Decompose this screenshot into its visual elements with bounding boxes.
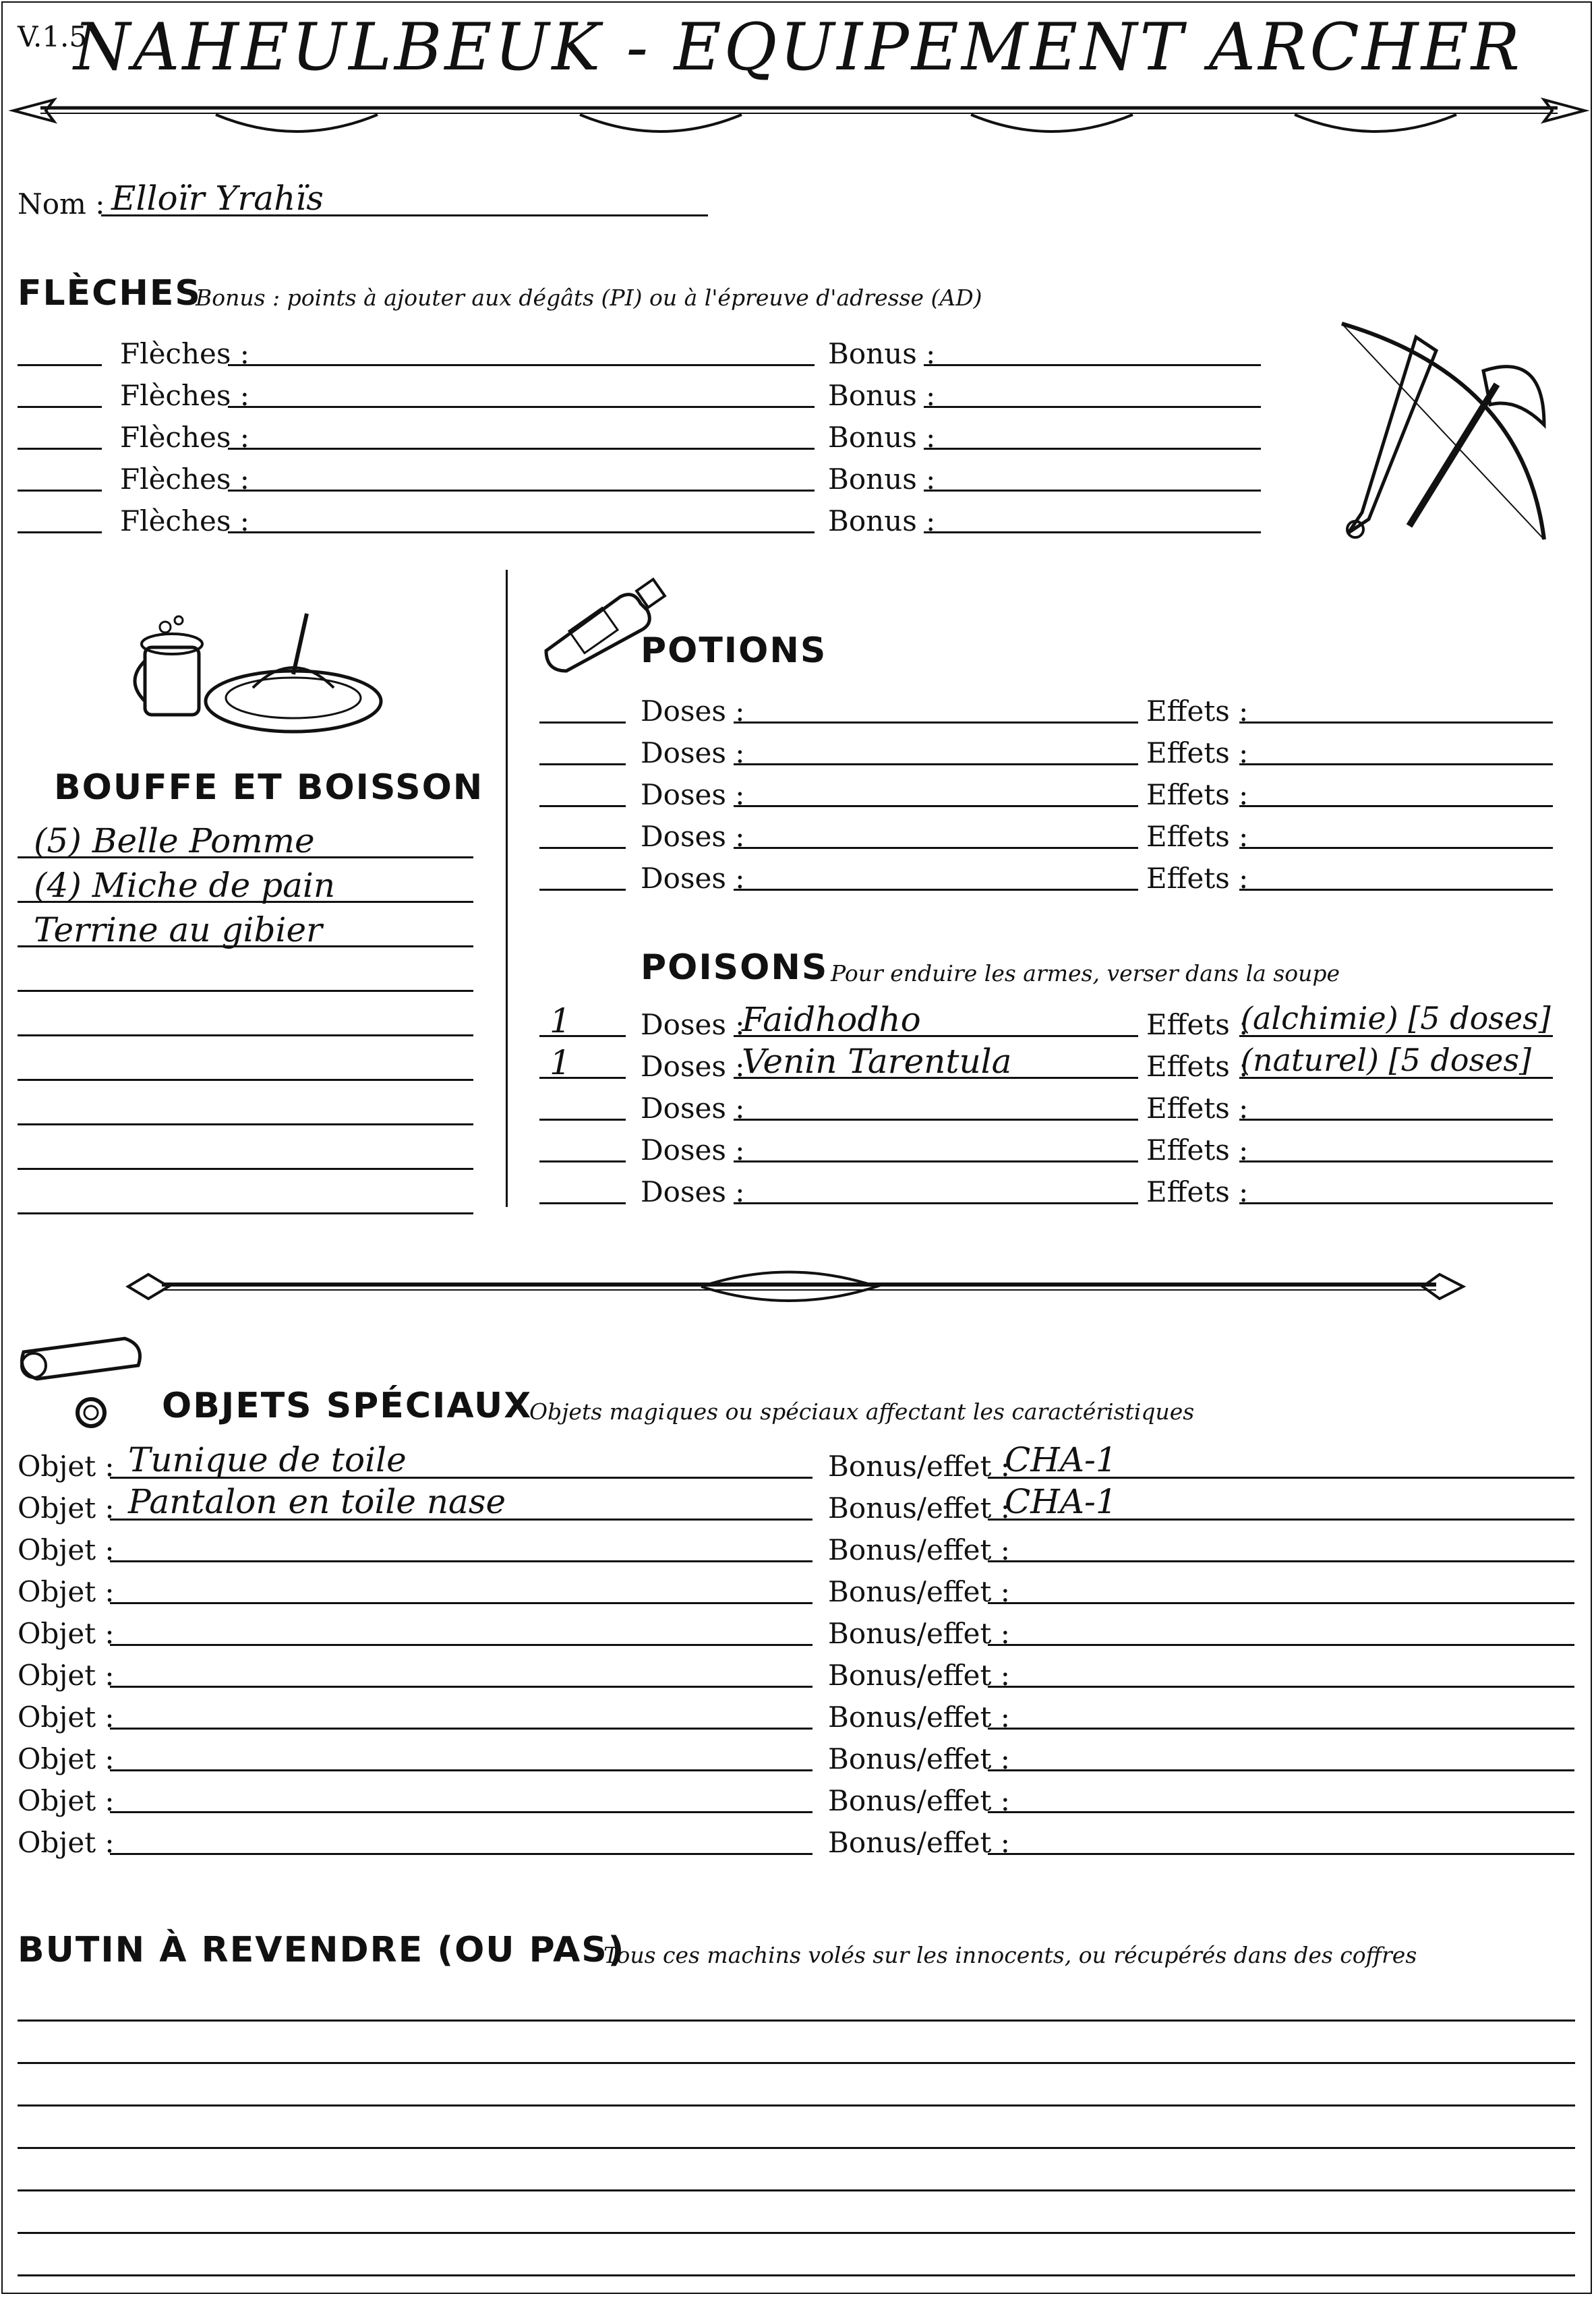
potions-effect-field[interactable] [1239,763,1553,765]
fleches-name-field[interactable] [228,364,815,366]
fleches-title: FLÈCHES [18,273,202,314]
poisons-qty-field[interactable] [539,1202,626,1204]
poisons-effect-field[interactable] [1239,1160,1553,1162]
objet-name-value: Tunique de toile [128,1440,407,1479]
objet-bonus-label: Bonus/effet : [828,1659,1010,1692]
objet-name-field[interactable] [110,1686,812,1688]
potions-doses-label: Doses : [641,695,745,728]
objet-bonus-label: Bonus/effet : [828,1450,1010,1483]
objets-subtitle: Objets magiques ou spéciaux affectant les caractéristiques [529,1398,1195,1425]
butin-line-field[interactable] [18,2020,1575,2022]
poisons-effets-label: Effets : [1146,1175,1249,1208]
poisons-effect-value: (alchimie) [5 doses] [1241,1000,1551,1036]
objet-bonus-value: CHA-1 [1005,1482,1117,1521]
bouffe-item-field[interactable] [18,1168,473,1170]
poisons-name-field[interactable] [734,1160,1138,1162]
fleches-subtitle: Bonus : points à ajouter aux dégâts (PI) ou à l'épreuve d'adresse (AD) [196,285,982,311]
butin-line-field[interactable] [18,2189,1575,2191]
staff-divider-icon [128,1261,1463,1308]
bouffe-item-field[interactable] [18,990,473,992]
objet-bonus-field[interactable] [988,1853,1574,1855]
objet-label: Objet : [18,1784,115,1817]
poisons-effect-field[interactable] [1239,1119,1553,1121]
bouffe-item-value: (5) Belle Pomme [34,821,315,860]
potions-name-field[interactable] [734,805,1138,807]
poisons-effets-label: Effets : [1146,1092,1249,1125]
version-label: V.1.5 [18,20,88,53]
potions-name-field[interactable] [734,763,1138,765]
objet-label: Objet : [18,1742,115,1775]
objet-bonus-label: Bonus/effet : [828,1784,1010,1817]
objet-name-field[interactable] [110,1602,812,1604]
potions-name-field[interactable] [734,847,1138,849]
potions-effect-field[interactable] [1239,805,1553,807]
objet-name-field[interactable] [110,1728,812,1730]
poisons-doses-label: Doses : [641,1092,745,1125]
poisons-subtitle: Pour enduire les armes, verser dans la soupe [831,960,1340,986]
fleches-name-field[interactable] [228,531,815,533]
objet-name-field[interactable] [110,1811,812,1813]
poisons-effect-value: (naturel) [5 doses] [1241,1042,1531,1078]
fleches-bonus-field[interactable] [924,531,1261,533]
potions-name-field[interactable] [734,721,1138,724]
potions-effets-label: Effets : [1146,820,1249,853]
fleches-count-field[interactable] [18,490,102,492]
objet-name-field[interactable] [110,1644,812,1646]
poisons-doses-label: Doses : [641,1175,745,1208]
potions-effets-label: Effets : [1146,862,1249,895]
fleches-bonus-label: Bonus : [828,504,936,537]
objet-bonus-field[interactable] [988,1811,1574,1813]
objet-bonus-field[interactable] [988,1602,1574,1604]
butin-line-field[interactable] [18,2274,1575,2276]
poisons-qty-value: 1 [550,1043,571,1082]
objet-bonus-label: Bonus/effet : [828,1575,1010,1608]
objets-title: OBJETS SPÉCIAUX [162,1386,533,1426]
poisons-effets-label: Effets : [1146,1050,1249,1083]
poisons-name-value: Faidhodho [742,1000,921,1039]
objet-name-field[interactable] [110,1769,812,1771]
fleches-count-field[interactable] [18,531,102,533]
fleches-count-field[interactable] [18,448,102,450]
nom-label: Nom : [18,187,105,220]
poisons-name-field[interactable] [734,1202,1138,1204]
objet-label: Objet : [18,1450,115,1483]
butin-subtitle: Tous ces machins volés sur les innocents, ou récupérés dans des coffres [603,1942,1417,1968]
objet-bonus-value: CHA-1 [1005,1440,1117,1479]
fleches-name-field[interactable] [228,490,815,492]
butin-line-field[interactable] [18,2104,1575,2106]
bouffe-item-value: Terrine au gibier [34,910,322,949]
objet-label: Objet : [18,1659,115,1692]
butin-title: BUTIN À REVENDRE (OU PAS) [18,1930,626,1970]
fleches-row-label: Flèches : [120,379,249,412]
objet-name-field[interactable] [110,1560,812,1562]
potions-effets-label: Effets : [1146,778,1249,811]
potions-effect-field[interactable] [1239,721,1553,724]
poisons-qty-field[interactable] [539,1160,626,1162]
potions-effect-field[interactable] [1239,847,1553,849]
fleches-bonus-field[interactable] [924,490,1261,492]
objet-bonus-field[interactable] [988,1560,1574,1562]
potions-qty-field[interactable] [539,805,626,807]
objet-label: Objet : [18,1533,115,1566]
fleches-name-field[interactable] [228,448,815,450]
potions-effets-label: Effets : [1146,736,1249,769]
poisons-title: POISONS [641,947,829,988]
fleches-row-label: Flèches : [120,337,249,370]
page-title: NAHEULBEUK - EQUIPEMENT ARCHER [73,9,1523,85]
poisons-doses-label: Doses : [641,1008,745,1041]
poisons-name-value: Venin Tarentula [742,1042,1012,1081]
potions-doses-label: Doses : [641,820,745,853]
nom-field[interactable]: Elloïr Yrahïs [111,179,324,218]
fleches-row-label: Flèches : [120,463,249,496]
butin-line-field[interactable] [18,2232,1575,2234]
butin-line-field[interactable] [18,2062,1575,2064]
objet-bonus-field[interactable] [988,1644,1574,1646]
objet-label: Objet : [18,1617,115,1650]
objet-bonus-label: Bonus/effet : [828,1617,1010,1650]
objet-name-value: Pantalon en toile nase [128,1482,506,1521]
fleches-count-field[interactable] [18,364,102,366]
poisons-doses-label: Doses : [641,1050,745,1083]
column-divider [506,570,508,1207]
objet-bonus-label: Bonus/effet : [828,1492,1010,1525]
potions-qty-field[interactable] [539,889,626,891]
crossed-weapons-icon [1322,310,1564,553]
poisons-effect-field[interactable] [1239,1202,1553,1204]
poisons-name-field[interactable] [734,1119,1138,1121]
fleches-bonus-field[interactable] [924,364,1261,366]
poisons-doses-label: Doses : [641,1133,745,1167]
food-plate-icon [138,607,381,742]
bouffe-item-field[interactable] [18,1034,473,1036]
objet-bonus-label: Bonus/effet : [828,1701,1010,1734]
potions-doses-label: Doses : [641,736,745,769]
potions-qty-field[interactable] [539,847,626,849]
fleches-bonus-label: Bonus : [828,463,936,496]
objet-bonus-field[interactable] [988,1686,1574,1688]
objet-label: Objet : [18,1575,115,1608]
fleches-bonus-field[interactable] [924,448,1261,450]
objet-label: Objet : [18,1826,115,1859]
objet-name-field[interactable] [110,1853,812,1855]
poisons-qty-value: 1 [550,1001,571,1040]
potions-name-field[interactable] [734,889,1138,891]
objet-label: Objet : [18,1492,115,1525]
bouffe-title: BOUFFE ET BOISSON [54,767,484,808]
objet-label: Objet : [18,1701,115,1734]
bouffe-item-value: (4) Miche de pain [34,866,336,905]
objet-bonus-label: Bonus/effet : [828,1533,1010,1566]
butin-line-field[interactable] [18,2147,1575,2149]
fleches-bonus-label: Bonus : [828,379,936,412]
potions-doses-label: Doses : [641,862,745,895]
bouffe-item-field[interactable] [18,1079,473,1081]
potions-doses-label: Doses : [641,778,745,811]
spear-divider-icon [13,88,1585,142]
fleches-row-label: Flèches : [120,421,249,454]
fleches-name-field[interactable] [228,406,815,408]
potions-effets-label: Effets : [1146,695,1249,728]
fleches-bonus-label: Bonus : [828,337,936,370]
poisons-effets-label: Effets : [1146,1008,1249,1041]
potions-qty-field[interactable] [539,721,626,724]
potions-qty-field[interactable] [539,763,626,765]
fleches-bonus-field[interactable] [924,406,1261,408]
poisons-effets-label: Effets : [1146,1133,1249,1167]
scroll-ring-icon [17,1332,165,1433]
objet-bonus-label: Bonus/effet : [828,1742,1010,1775]
fleches-row-label: Flèches : [120,504,249,537]
bouffe-item-field[interactable] [18,1212,473,1214]
fleches-bonus-label: Bonus : [828,421,936,454]
objet-bonus-field[interactable] [988,1769,1574,1771]
objet-bonus-label: Bonus/effet : [828,1826,1010,1859]
potions-effect-field[interactable] [1239,889,1553,891]
bouffe-item-field[interactable] [18,1123,473,1125]
objet-bonus-field[interactable] [988,1728,1574,1730]
potions-title: POTIONS [641,630,827,671]
fleches-count-field[interactable] [18,406,102,408]
poisons-qty-field[interactable] [539,1119,626,1121]
